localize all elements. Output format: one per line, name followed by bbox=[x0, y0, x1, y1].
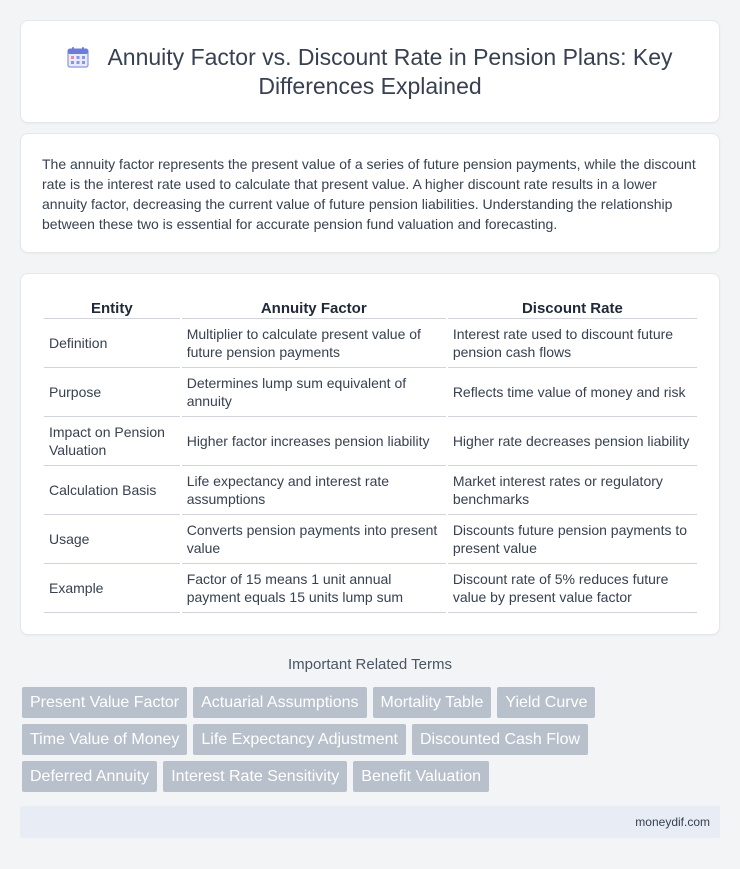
row-label: Usage bbox=[44, 515, 180, 564]
page-title-wrap bbox=[21, 43, 719, 101]
header-annuity-factor: Annuity Factor bbox=[182, 295, 446, 319]
annuity-cell: Life expectancy and interest rate assumptions bbox=[182, 466, 446, 515]
header-discount-rate: Discount Rate bbox=[448, 295, 697, 319]
tag-row bbox=[22, 724, 622, 755]
row-label: Purpose bbox=[44, 368, 180, 417]
annuity-cell: Converts pension payments into present value bbox=[182, 515, 446, 564]
discount-cell: Interest rate used to discount future pension cash flows bbox=[448, 319, 697, 368]
discount-cell: Discounts future pension payments to present value bbox=[448, 515, 697, 564]
row-label: Example bbox=[44, 564, 180, 613]
table-row bbox=[44, 319, 697, 368]
table-header-row bbox=[44, 295, 697, 319]
footer bbox=[20, 806, 720, 838]
calendar-icon bbox=[67, 46, 89, 68]
comparison-card bbox=[20, 273, 720, 635]
row-label: Definition bbox=[44, 319, 180, 368]
tag-row bbox=[22, 761, 622, 792]
table-row bbox=[44, 368, 697, 417]
table-row bbox=[44, 515, 697, 564]
table-row bbox=[44, 417, 697, 466]
annuity-cell: Higher factor increases pension liability bbox=[182, 417, 446, 466]
tag-yield-curve[interactable]: Yield Curve bbox=[497, 687, 595, 718]
footer-site[interactable]: moneydif.com bbox=[635, 815, 710, 829]
header-entity: Entity bbox=[44, 295, 180, 319]
tag-life-expectancy-adjustment[interactable]: Life Expectancy Adjustment bbox=[193, 724, 406, 755]
table-row bbox=[44, 466, 697, 515]
annuity-cell: Factor of 15 means 1 unit annual payment equals 15 units lump sum bbox=[182, 564, 446, 613]
tag-time-value-of-money[interactable]: Time Value of Money bbox=[22, 724, 187, 755]
discount-cell: Market interest rates or regulatory benchmarks bbox=[448, 466, 697, 515]
tag-discounted-cash-flow[interactable]: Discounted Cash Flow bbox=[412, 724, 588, 755]
discount-cell: Reflects time value of money and risk bbox=[448, 368, 697, 417]
related-terms-title: Important Related Terms bbox=[288, 656, 452, 673]
tag-actuarial-assumptions[interactable]: Actuarial Assumptions bbox=[193, 687, 366, 718]
page-title: Annuity Factor vs. Discount Rate in Pension Plans: Key Differences Explained bbox=[107, 44, 673, 99]
row-label: Calculation Basis bbox=[44, 466, 180, 515]
discount-cell: Higher rate decreases pension liability bbox=[448, 417, 697, 466]
related-terms bbox=[22, 687, 622, 798]
table-row bbox=[44, 564, 697, 613]
tag-deferred-annuity[interactable]: Deferred Annuity bbox=[22, 761, 157, 792]
tag-mortality-table[interactable]: Mortality Table bbox=[373, 687, 492, 718]
tag-interest-rate-sensitivity[interactable]: Interest Rate Sensitivity bbox=[163, 761, 347, 792]
discount-cell: Discount rate of 5% reduces future value by present value factor bbox=[448, 564, 697, 613]
row-label: Impact on Pension Valuation bbox=[44, 417, 180, 466]
annuity-cell: Determines lump sum equivalent of annuity bbox=[182, 368, 446, 417]
intro-card bbox=[20, 133, 720, 253]
title-card bbox=[20, 20, 720, 123]
tag-benefit-valuation[interactable]: Benefit Valuation bbox=[353, 761, 489, 792]
annuity-cell: Multiplier to calculate present value of future pension payments bbox=[182, 319, 446, 368]
tag-row bbox=[22, 687, 622, 718]
tag-present-value-factor[interactable]: Present Value Factor bbox=[22, 687, 187, 718]
intro-paragraph: The annuity factor represents the present value of a series of future pension payments, while the discount rate is the interest rate used to calculate that present value. A higher discount rate results in a lower annuity factor, decreasing the current value of future pension liabilities. Understanding the relationship between these two is essential for accurate pension fund valuation and forecasting. bbox=[42, 156, 696, 232]
comparison-table bbox=[42, 295, 699, 613]
